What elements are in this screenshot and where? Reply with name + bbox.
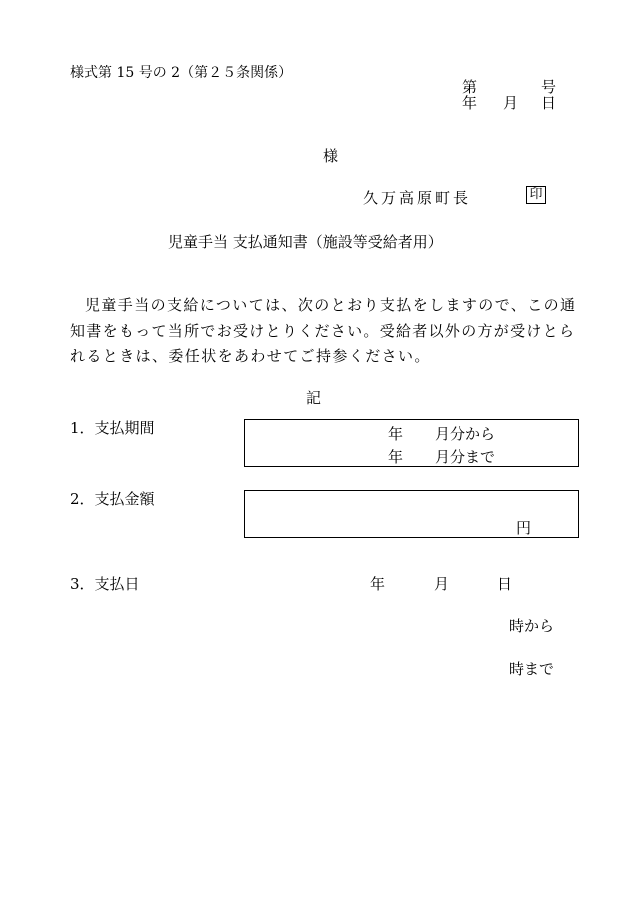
period-to-month: 月分まで [435,448,496,466]
date-year: 年 [462,94,478,112]
date-day: 日 [541,94,557,112]
period-from-month: 月分から [435,425,496,443]
pay-time-from: 時から [509,617,555,635]
doc-no-go: 号 [541,78,557,96]
form-id: 様式第 15 号の 2（第２５条関係） [70,65,293,81]
period-to-year: 年 [388,448,404,466]
amount-label: 2．支払金額 [70,490,155,508]
issuer-name: 久万高原町長 [363,189,472,207]
pay-date-month: 月 [434,575,450,593]
official-seal: 印 [526,186,546,204]
period-box [244,419,579,467]
doc-no-dai: 第 [462,78,478,96]
pay-date-day: 日 [497,575,513,593]
body-line-3: れるときは、委任状をあわせてご持参ください。 [70,347,431,365]
period-label: 1．支払期間 [70,419,155,437]
addressee-suffix: 様 [323,147,339,165]
pay-date-year: 年 [370,575,386,593]
amount-unit: 円 [516,519,532,537]
body-line-1: 児童手当の支給については、次のとおり支払をしますので、この通 [85,296,577,314]
date-month: 月 [503,94,519,112]
ki-heading: 記 [306,389,322,407]
body-line-2: 知書をもって当所でお受けとりください。受給者以外の方が受けとら [70,322,576,340]
document-title: 児童手当 支払通知書（施設等受給者用） [168,233,443,251]
pay-date-label: 3．支払日 [70,575,140,593]
pay-time-to: 時まで [509,660,555,678]
period-from-year: 年 [388,425,404,443]
